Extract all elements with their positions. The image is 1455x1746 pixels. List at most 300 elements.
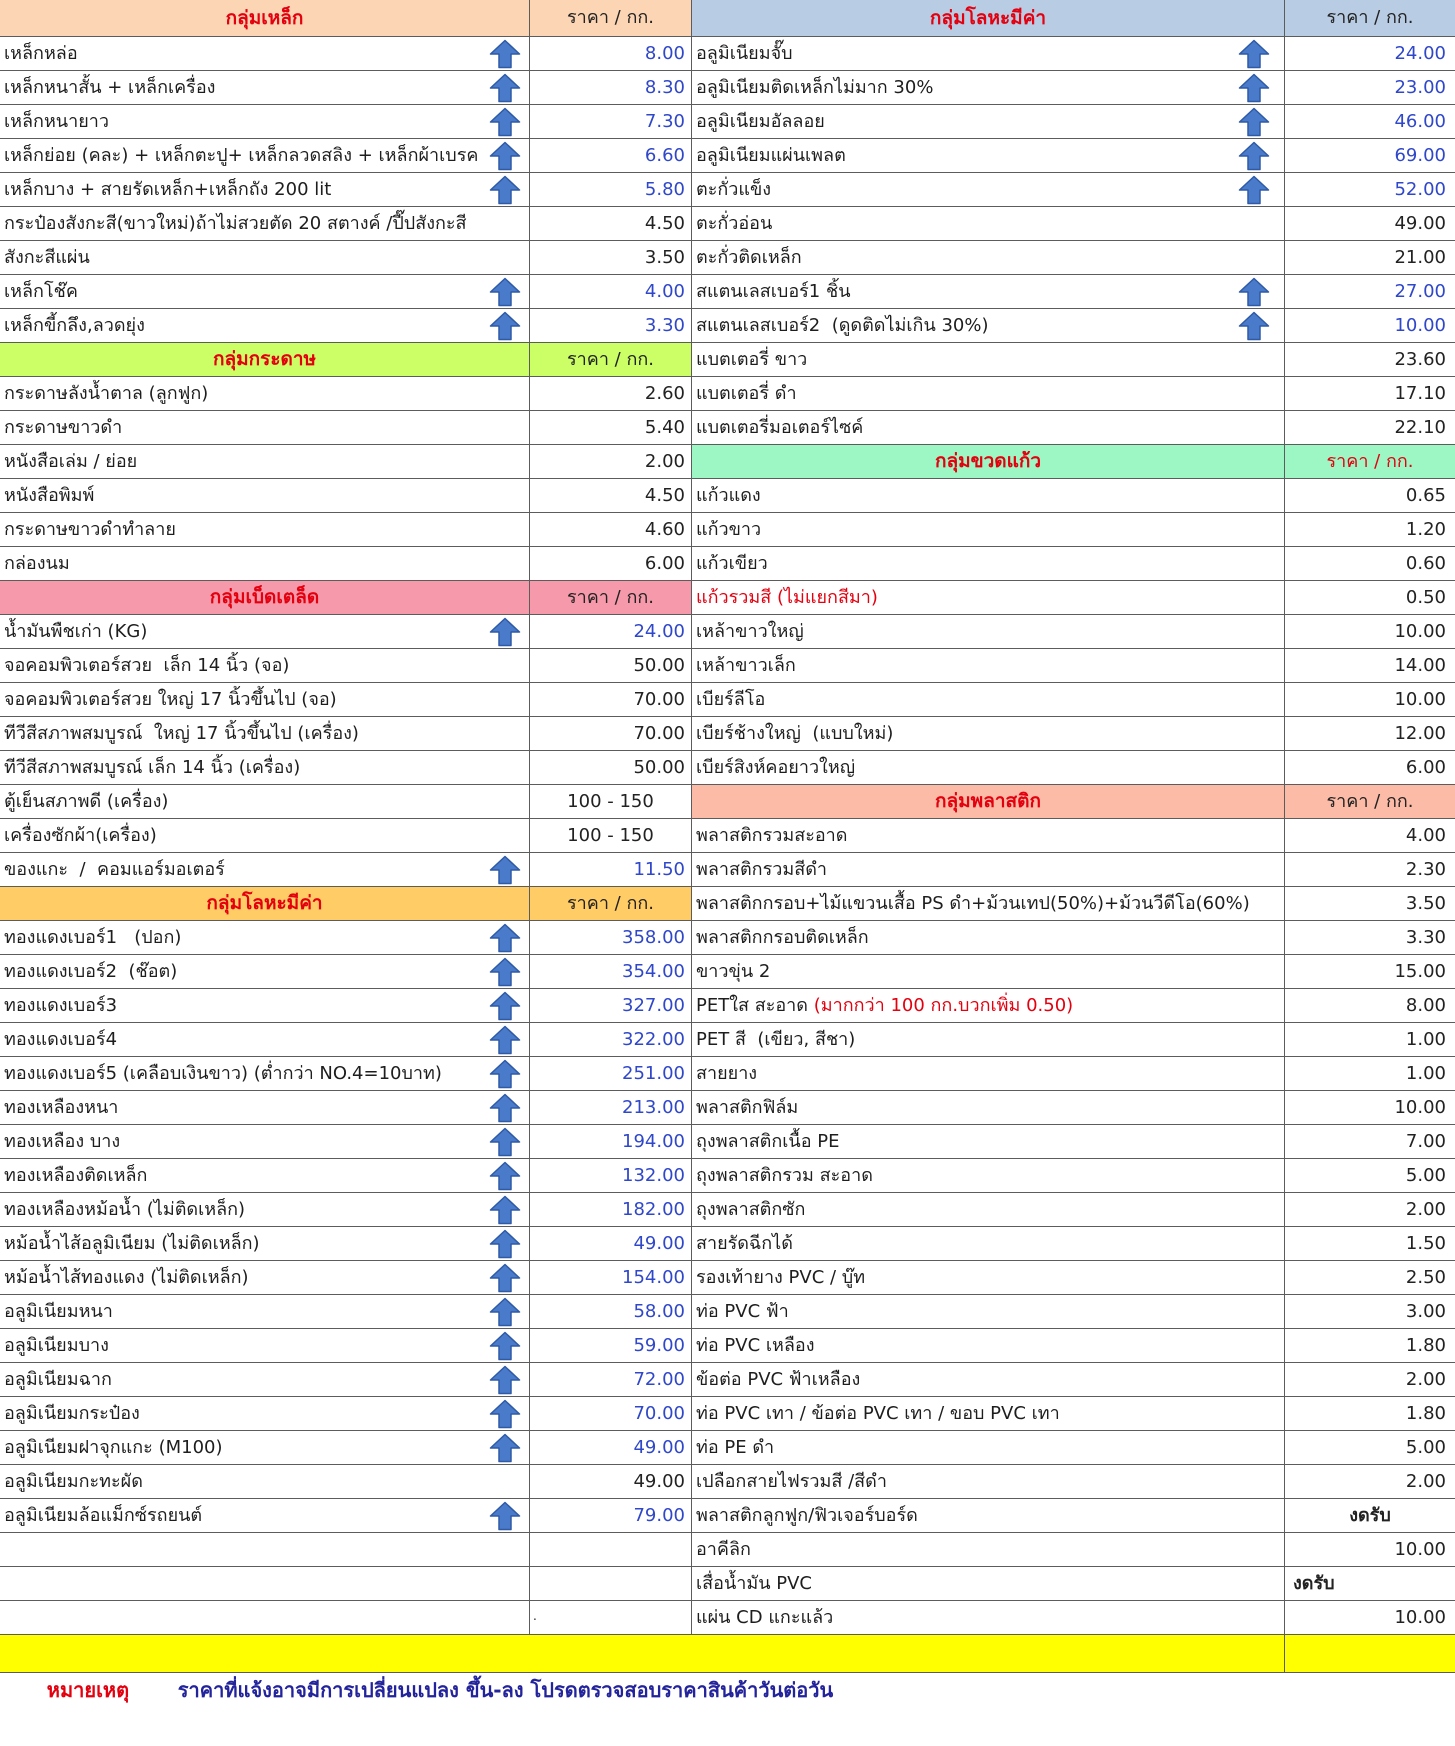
item-name: สแตนเลสเบอร์1 ชิ้น: [696, 281, 851, 302]
item-name-cell: [692, 479, 1285, 512]
price-row: [692, 479, 1455, 513]
item-name-cell: [692, 241, 1285, 274]
item-name: อลูมิเนียมจั๊บ: [696, 43, 793, 64]
item-name-cell: [692, 615, 1285, 648]
item-name-cell: [0, 1023, 530, 1056]
item-price: 10.00: [1394, 1607, 1446, 1628]
item-name-cell: [0, 139, 530, 172]
item-price: 1.20: [1405, 519, 1446, 540]
item-name-cell: [692, 887, 1285, 920]
item-name: หม้อน้ำไส้ทองแดง (ไม่ติดเหล็ก): [4, 1267, 249, 1288]
section-title-precious-metal: กลุ่มโลหะมีค่า: [692, 0, 1285, 36]
price-up-arrow-icon: [489, 1127, 521, 1157]
item-price: 21.00: [1394, 247, 1446, 268]
item-price: 69.00: [1394, 145, 1446, 166]
price-row: [692, 1431, 1455, 1465]
price-row: [0, 955, 692, 989]
item-name: เหล็กบาง + สายรัดเหล็ก+เหล็กถัง 200 lit: [4, 179, 332, 200]
item-name-cell: [0, 853, 530, 886]
item-name: แบตเตอรี่ ขาว: [696, 349, 808, 370]
item-name-cell: [692, 989, 1285, 1022]
item-name-cell: [692, 1499, 1285, 1532]
item-name: PET สี (เขียว, สีชา): [696, 1029, 856, 1050]
price-row: [692, 649, 1455, 683]
item-name: เหล็กหล่อ: [4, 43, 78, 64]
price-up-arrow-icon: [489, 1229, 521, 1259]
price-row: [0, 751, 692, 785]
empty-price-cell: [530, 1567, 692, 1600]
item-price: 12.00: [1394, 723, 1446, 744]
item-name: พลาสติกรวมสีดำ: [696, 859, 828, 880]
item-price: 2.00: [1405, 1369, 1446, 1390]
item-price: 10.00: [1394, 1539, 1446, 1560]
section-header-misc: [0, 581, 692, 615]
item-price: 70.00: [530, 717, 692, 750]
price-row: [0, 785, 692, 819]
price-row: [0, 411, 692, 445]
price-up-arrow-icon: [489, 1399, 521, 1429]
item-name: ถุงพลาสติกเนื้อ PE: [696, 1131, 840, 1152]
item-price: 49.00: [1394, 213, 1446, 234]
item-price: งดรับ: [1349, 1505, 1391, 1526]
item-name-cell: [692, 1125, 1285, 1158]
item-name: พลาสติกกรอบ+ไม้แขวนเสื้อ PS ดำ+ม้วนเทป(50%)+ม้วนวีดีโอ(60%): [696, 893, 1250, 914]
item-name: อลูมิเนียมฝาจุกแกะ (M100): [4, 1437, 223, 1458]
item-name: อลูมิเนียมแผ่นเพลต: [696, 145, 846, 166]
item-price: 10.00: [1394, 621, 1446, 642]
item-name-cell: [692, 683, 1285, 716]
item-name-cell: [0, 275, 530, 308]
remark-label: หมายเหตุ: [46, 1678, 130, 1702]
item-name: ตู้เย็นสภาพดี (เครื่อง): [4, 791, 169, 812]
item-price: 2.00: [530, 445, 692, 478]
price-row: [692, 1465, 1455, 1499]
price-row: [0, 615, 692, 649]
price-row: [0, 683, 692, 717]
empty-name-cell: [0, 1533, 530, 1566]
item-price: 50.00: [530, 649, 692, 682]
price-row: [692, 1567, 1455, 1601]
item-name: สายยาง: [696, 1063, 758, 1084]
price-row: [692, 377, 1455, 411]
price-row: [0, 1295, 692, 1329]
price-row: [692, 173, 1455, 207]
price-up-arrow-icon: [489, 141, 521, 171]
price-row: [0, 173, 692, 207]
item-price: 59.00: [530, 1329, 692, 1362]
remark-message: ราคาที่แจ้งอาจมีการเปลี่ยนแปลง ขึ้น-ลง โปรดตรวจสอบราคาสินค้าวันต่อวัน: [177, 1678, 834, 1702]
price-up-arrow-icon: [489, 1195, 521, 1225]
price-row: [0, 37, 692, 71]
item-price: 14.00: [1394, 655, 1446, 676]
item-price: 4.00: [530, 275, 692, 308]
item-name: ทีวีสีสภาพสมบูรณ์ ใหญ่ 17 นิ้วขึ้นไป (เครื่อง): [4, 723, 359, 744]
price-up-arrow-icon: [489, 107, 521, 137]
item-price: 27.00: [1394, 281, 1446, 302]
item-name: ทองแดงเบอร์3: [4, 995, 118, 1016]
price-up-arrow-icon: [489, 1297, 521, 1327]
empty-name-cell: [0, 1567, 530, 1600]
item-name: เหล็กหนาสั้น + เหล็กเครื่อง: [4, 77, 216, 98]
price-up-arrow-icon: [489, 1365, 521, 1395]
item-price: 132.00: [530, 1159, 692, 1192]
item-name-cell: [692, 1567, 1285, 1600]
item-price: 4.50: [530, 207, 692, 240]
item-name: ทีวีสีสภาพสมบูรณ์ เล็ก 14 นิ้ว (เครื่อง): [4, 757, 301, 778]
item-name-cell: [692, 1601, 1285, 1634]
item-name: ทองเหลือง บาง: [4, 1131, 121, 1152]
item-name-cell: [692, 105, 1285, 138]
item-name: พลาสติกกรอบติดเหล็ก: [696, 927, 869, 948]
price-row: [0, 921, 692, 955]
item-name: ทองเหลืองติดเหล็ก: [4, 1165, 148, 1186]
item-name: เสื่อน้ำมัน PVC: [696, 1573, 812, 1594]
item-price: 2.00: [1405, 1471, 1446, 1492]
item-name: กล่องนม: [4, 553, 70, 574]
item-price: 4.60: [530, 513, 692, 546]
item-name-cell: [692, 819, 1285, 852]
item-name-cell: [692, 1295, 1285, 1328]
item-name: จอคอมพิวเตอร์สวย ใหญ่ 17 นิ้วขึ้นไป (จอ): [4, 689, 337, 710]
item-name-cell: [692, 1023, 1285, 1056]
item-name: สายรัดฉีกได้: [696, 1233, 793, 1254]
item-name-cell: [692, 955, 1285, 988]
item-price: 17.10: [1394, 383, 1446, 404]
item-price: 100 - 150: [530, 819, 692, 852]
item-name-cell: [692, 309, 1285, 342]
item-name-cell: [692, 1227, 1285, 1260]
item-name-cell: [0, 1193, 530, 1226]
price-row: [0, 1227, 692, 1261]
item-name-cell: [692, 717, 1285, 750]
price-row: [0, 275, 692, 309]
price-row: [0, 1125, 692, 1159]
price-up-arrow-icon: [489, 311, 521, 341]
price-row: [0, 309, 692, 343]
item-name: จอคอมพิวเตอร์สวย เล็ก 14 นิ้ว (จอ): [4, 655, 290, 676]
item-name: อลูมิเนียมหนา: [4, 1301, 113, 1322]
item-name: ทองแดงเบอร์2 (ช๊อต): [4, 961, 178, 982]
section-header-precious-metal: [0, 887, 692, 921]
price-unit-header-paper: ราคา / กก.: [530, 343, 692, 376]
item-price: 213.00: [530, 1091, 692, 1124]
price-row: [692, 1601, 1455, 1635]
section-title-glass: กลุ่มขวดแก้ว: [692, 445, 1285, 478]
item-price: 2.60: [530, 377, 692, 410]
item-name-cell: [0, 37, 530, 70]
item-price: 8.00: [530, 37, 692, 70]
item-note: (มากกว่า 100 กก.บวกเพิ่ม 0.50): [813, 995, 1074, 1016]
item-name: กระดาษขาวดำทำลาย: [4, 519, 176, 540]
item-name-cell: [0, 1329, 530, 1362]
stray-mark: .: [530, 1601, 692, 1634]
item-name-cell: [692, 921, 1285, 954]
item-price: 24.00: [530, 615, 692, 648]
item-name: เครื่องซักผ้า(เครื่อง): [4, 825, 157, 846]
item-price: 50.00: [530, 751, 692, 784]
item-name: แก้วเขียว: [696, 553, 768, 574]
item-price: 24.00: [1394, 43, 1446, 64]
item-price: 0.65: [1405, 485, 1446, 506]
price-row: [692, 241, 1455, 275]
item-name-cell: [0, 785, 530, 818]
item-name-cell: [0, 717, 530, 750]
item-price: 3.50: [530, 241, 692, 274]
item-name: ท่อ PVC เหลือง: [696, 1335, 815, 1356]
item-name: ทองแดงเบอร์5 (เคลือบเงินขาว) (ต่ำกว่า NO.4=10บาท): [4, 1063, 442, 1084]
item-name: พลาสติกฟิล์ม: [696, 1097, 799, 1118]
item-name-cell: [692, 1465, 1285, 1498]
item-name-cell: [692, 1193, 1285, 1226]
item-name: เบียร์สิงห์คอยาวใหญ่: [696, 757, 856, 778]
price-row: [692, 275, 1455, 309]
price-up-arrow-icon: [489, 1331, 521, 1361]
price-row: [692, 887, 1455, 921]
left-price-column: [0, 0, 692, 1635]
price-row: [692, 105, 1455, 139]
item-name-cell: [0, 377, 530, 410]
item-price: 10.00: [1394, 689, 1446, 710]
price-up-arrow-icon: [489, 1263, 521, 1293]
item-name-cell: [0, 1499, 530, 1532]
item-price: 70.00: [530, 683, 692, 716]
price-row: [692, 819, 1455, 853]
price-row: [692, 1227, 1455, 1261]
price-row: [0, 1499, 692, 1533]
item-price: 182.00: [530, 1193, 692, 1226]
remark-cell: [0, 1635, 1285, 1702]
item-name-cell: [0, 1159, 530, 1192]
price-unit-header-precious-metal: ราคา / กก.: [1326, 7, 1414, 28]
item-name: แผ่น CD แกะแล้ว: [696, 1607, 834, 1628]
item-name-cell: [0, 71, 530, 104]
item-price: 2.30: [1405, 859, 1446, 880]
item-name-cell: [0, 989, 530, 1022]
item-name-cell: [0, 1261, 530, 1294]
item-name-cell: [692, 377, 1285, 410]
item-price: 7.00: [1405, 1131, 1446, 1152]
item-price: 3.00: [1405, 1301, 1446, 1322]
section-header-paper: [0, 343, 692, 377]
item-price: 322.00: [530, 1023, 692, 1056]
item-name-cell: [692, 1431, 1285, 1464]
price-row: [692, 207, 1455, 241]
item-name-cell: [0, 1431, 530, 1464]
price-row: [0, 1397, 692, 1431]
item-name-cell: [0, 479, 530, 512]
price-row: [0, 649, 692, 683]
item-name-cell: [0, 513, 530, 546]
price-row: [0, 819, 692, 853]
item-price: 3.30: [1405, 927, 1446, 948]
item-price: 6.00: [1405, 757, 1446, 778]
price-row: [0, 105, 692, 139]
item-name: อลูมิเนียมล้อแม็กซ์รถยนต์: [4, 1505, 203, 1526]
item-name: อาคีลิก: [696, 1539, 751, 1560]
item-name-cell: [692, 207, 1285, 240]
item-name: เหล็กโช๊ค: [4, 281, 78, 302]
price-row: [692, 989, 1455, 1023]
item-name: ตะกั่วติดเหล็ก: [696, 247, 802, 268]
price-up-arrow-icon: [1238, 73, 1270, 103]
item-price: 100 - 150: [530, 785, 692, 818]
price-row: [692, 615, 1455, 649]
item-price: 2.00: [1405, 1199, 1446, 1220]
item-name-cell: [692, 275, 1285, 308]
item-name: ตะกั่วแข็ง: [696, 179, 772, 200]
price-up-arrow-icon: [489, 1025, 521, 1055]
price-row: [0, 1431, 692, 1465]
item-name: กระดาษขาวดำ: [4, 417, 123, 438]
price-row: [692, 309, 1455, 343]
price-row: [692, 1329, 1455, 1363]
item-name-cell: [0, 955, 530, 988]
item-name-cell: [692, 1533, 1285, 1566]
item-price: 4.50: [530, 479, 692, 512]
item-name-cell: [692, 37, 1285, 70]
price-up-arrow-icon: [489, 1433, 521, 1463]
item-name-cell: [0, 1091, 530, 1124]
item-name-cell: [0, 615, 530, 648]
price-row: [0, 1329, 692, 1363]
item-name: หนังสือเล่ม / ย่อย: [4, 451, 138, 472]
item-name-cell: [0, 921, 530, 954]
item-name: แบตเตอรี่ ดำ: [696, 383, 797, 404]
price-row: [0, 1465, 692, 1499]
item-price: 0.60: [1405, 553, 1446, 574]
empty-price-cell: [530, 1533, 692, 1566]
price-unit-header-misc: ราคา / กก.: [530, 581, 692, 614]
item-price: 358.00: [530, 921, 692, 954]
item-name-cell: [692, 411, 1285, 444]
item-price: 10.00: [1394, 315, 1446, 336]
empty-row: [0, 1567, 692, 1601]
price-row: [692, 1397, 1455, 1431]
item-name-cell: [692, 853, 1285, 886]
price-up-arrow-icon: [489, 73, 521, 103]
price-row: [692, 1261, 1455, 1295]
price-row: [692, 1159, 1455, 1193]
item-name: พลาสติกลูกฟูก/ฟิวเจอร์บอร์ด: [696, 1505, 918, 1526]
section-title-misc: กลุ่มเบ็ดเตล็ด: [0, 581, 530, 614]
item-name-cell: [0, 105, 530, 138]
price-up-arrow-icon: [489, 277, 521, 307]
item-name-cell: [0, 207, 530, 240]
item-price: 10.00: [1394, 1097, 1446, 1118]
price-row: [0, 989, 692, 1023]
price-row: [692, 1057, 1455, 1091]
price-unit-header-plastic: ราคา / กก.: [1326, 791, 1414, 812]
price-up-arrow-icon: [1238, 141, 1270, 171]
item-name-cell: [0, 309, 530, 342]
section-header-precious-metal: [692, 0, 1455, 37]
item-name-cell: [0, 411, 530, 444]
item-name: ตะกั่วอ่อน: [696, 213, 773, 234]
item-price: 23.00: [1394, 77, 1446, 98]
price-row: [0, 717, 692, 751]
price-row: [692, 139, 1455, 173]
section-header-iron: [0, 0, 692, 37]
item-name: ทองแดงเบอร์4: [4, 1029, 118, 1050]
price-up-arrow-icon: [489, 957, 521, 987]
price-row: [692, 1295, 1455, 1329]
item-name: อลูมิเนียมบาง: [4, 1335, 109, 1356]
price-row: [692, 343, 1455, 377]
item-name: เหล้าขาวใหญ่: [696, 621, 804, 642]
item-price: 5.40: [530, 411, 692, 444]
item-price: 49.00: [530, 1431, 692, 1464]
item-name-cell: [692, 1057, 1285, 1090]
price-row: [692, 955, 1455, 989]
item-price: 8.00: [1405, 995, 1446, 1016]
item-price: 58.00: [530, 1295, 692, 1328]
item-name-cell: [692, 581, 1285, 614]
price-row: [0, 1261, 692, 1295]
item-name: ทองเหลืองหนา: [4, 1097, 119, 1118]
section-header-glass: [692, 445, 1455, 479]
item-name-cell: [0, 1057, 530, 1090]
item-price: 11.50: [530, 853, 692, 886]
price-row: [692, 751, 1455, 785]
item-name: หนังสือพิมพ์: [4, 485, 95, 506]
section-title-precious-metal: กลุ่มโลหะมีค่า: [0, 887, 530, 920]
price-row: [692, 1023, 1455, 1057]
item-name-cell: [692, 343, 1285, 376]
item-name-cell: [0, 649, 530, 682]
item-price: 23.60: [1394, 349, 1446, 370]
item-price: 22.10: [1394, 417, 1446, 438]
item-name-cell: [692, 1159, 1285, 1192]
item-price: 1.80: [1405, 1403, 1446, 1424]
item-price: 15.00: [1394, 961, 1446, 982]
item-name-cell: [692, 71, 1285, 104]
price-row: [0, 513, 692, 547]
item-name-cell: [692, 1091, 1285, 1124]
item-name: เหล็กย่อย (คละ) + เหล็กตะปู+ เหล็กลวดสลิง + เหล็กผ้าเบรค: [4, 145, 479, 166]
item-name: เหล็กหนายาว: [4, 111, 109, 132]
price-row: [692, 1125, 1455, 1159]
remark-footer: [0, 1635, 1455, 1702]
price-up-arrow-icon: [1238, 175, 1270, 205]
empty-row: [0, 1533, 692, 1567]
price-up-arrow-icon: [489, 1501, 521, 1531]
item-name: รองเท้ายาง PVC / บู๊ท: [696, 1267, 866, 1288]
price-up-arrow-icon: [1238, 311, 1270, 341]
item-name-cell: [0, 1227, 530, 1260]
item-price: 0.50: [1405, 587, 1446, 608]
item-name: ท่อ PE ดำ: [696, 1437, 775, 1458]
price-up-arrow-icon: [489, 991, 521, 1021]
empty-name-cell: [0, 1601, 530, 1634]
price-row: [0, 1363, 692, 1397]
price-row: [692, 1091, 1455, 1125]
price-row: [692, 547, 1455, 581]
item-name-cell: [692, 1261, 1285, 1294]
item-name-cell: [692, 1363, 1285, 1396]
item-price: 5.80: [530, 173, 692, 206]
item-price: 194.00: [530, 1125, 692, 1158]
price-row: [0, 445, 692, 479]
item-name-cell: [0, 1397, 530, 1430]
item-name: พลาสติกรวมสะอาด: [696, 825, 848, 846]
item-name-cell: [0, 445, 530, 478]
item-price: 79.00: [530, 1499, 692, 1532]
item-name-cell: [0, 1125, 530, 1158]
item-price: 6.60: [530, 139, 692, 172]
item-price: 251.00: [530, 1057, 692, 1090]
price-row: [0, 1193, 692, 1227]
item-price: 49.00: [530, 1465, 692, 1498]
